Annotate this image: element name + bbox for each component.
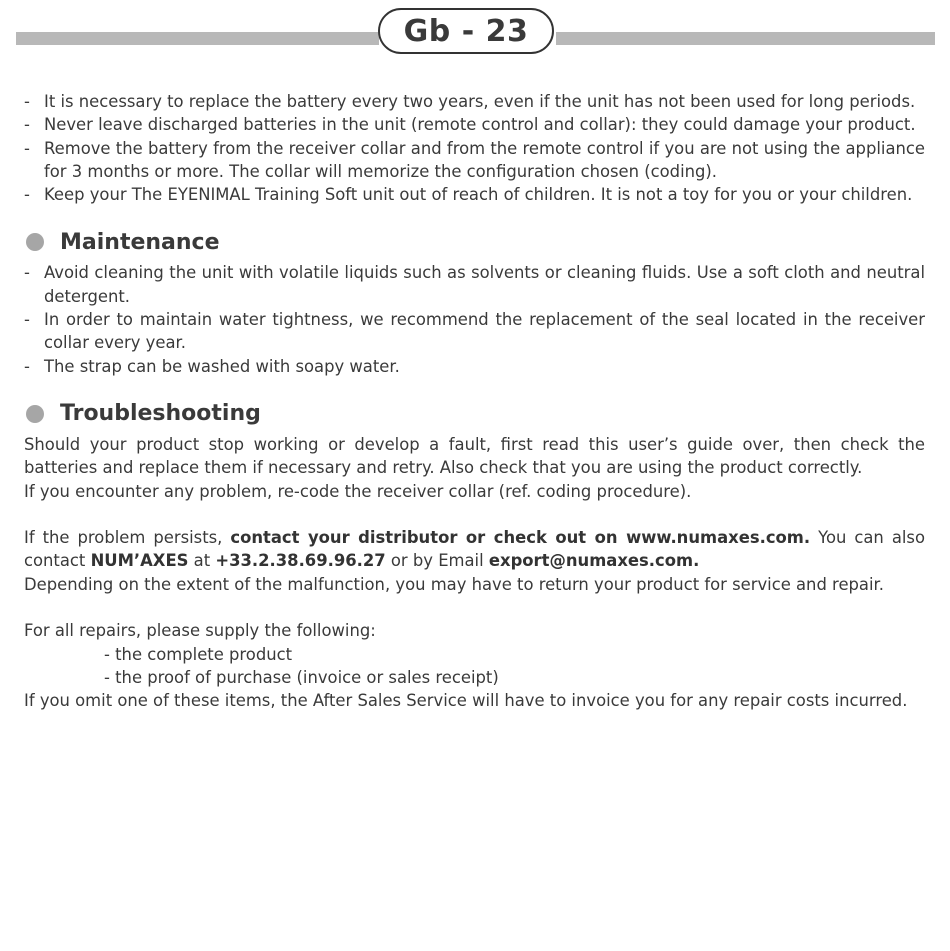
list-item-text: It is necessary to replace the battery every two years, even if the unit has not been used for long periods.	[44, 92, 916, 111]
return-paragraph: Depending on the extent of the malfunction, you may have to return your product for service and repair.	[24, 574, 884, 594]
contact-text: or by Email	[385, 551, 489, 571]
contact-text: You can also contact	[24, 528, 925, 571]
phone-number: +33.2.38.69.96.27	[215, 551, 386, 571]
maintenance-heading-text: Maintenance	[60, 229, 220, 255]
maintenance-list	[24, 261, 925, 377]
list-item: - Remove the battery from the receiver collar and from the remote control if you are not using the appliance for 3 months or more. The collar will memorize the configuration chosen (coding).	[24, 138, 925, 181]
troubleshooting-heading	[24, 399, 925, 429]
list-item-text: Remove the battery from the receiver collar and from the remote control if you are not using the appliance for 3 months or more. The collar will memorize the configuration chosen (coding).	[44, 138, 925, 181]
page-number-badge: Gb - 23	[378, 8, 554, 54]
distributor-website-link[interactable]: contact your distributor or check out on www.numaxes.com.	[230, 528, 811, 548]
recode-paragraph: If you encounter any problem, re-code the receiver collar (ref. coding procedure).	[24, 481, 692, 501]
list-item: - Keep your The EYENIMAL Training Soft unit out of reach of children. It is not a toy for you or your children.	[24, 185, 913, 205]
list-item-text: Keep your The EYENIMAL Training Soft unit out of reach of children. It is not a toy for you or your children.	[44, 185, 913, 205]
contact-text: If the problem persists,	[24, 528, 231, 548]
header-bar-left	[16, 32, 379, 45]
closing-paragraph: If you omit one of these items, the After Sales Service will have to invoice you for any repair costs incurred.	[24, 691, 908, 711]
troubleshooting-heading-text: Troubleshooting	[60, 401, 261, 427]
bullet-dot-icon	[26, 233, 44, 251]
repairs-item: - the proof of purchase (invoice or sales receipt)	[104, 667, 499, 687]
contact-paragraph	[24, 526, 925, 573]
company-name: NUM’AXES	[90, 551, 189, 571]
contact-text: at	[188, 551, 216, 571]
list-item-text: In order to maintain water tightness, we recommend the replacement of the seal located in the receiver collar every year.	[44, 310, 925, 353]
list-item-text: The strap can be washed with soapy water.	[44, 356, 400, 376]
battery-notes-list	[24, 90, 925, 206]
repairs-item: - the complete product	[104, 644, 293, 664]
list-item: - Never leave discharged batteries in the unit (remote control and collar): they could damage your product.	[24, 115, 916, 135]
list-item: - It is necessary to replace the battery every two years, even if the unit has not been used for long periods.	[24, 92, 916, 111]
list-item: - The strap can be washed with soapy water.	[24, 356, 400, 376]
list-item-text: Avoid cleaning the unit with volatile liquids such as solvents or cleaning fluids. Use a soft cloth and neutral detergent.	[44, 263, 925, 306]
list-item: - Avoid cleaning the unit with volatile liquids such as solvents or cleaning fluids. Use a soft cloth and neutral detergent.	[24, 263, 925, 306]
list-item: - In order to maintain water tightness, we recommend the replacement of the seal located in the receiver collar every year.	[24, 310, 925, 353]
page-content	[24, 90, 925, 713]
header-bar-right	[556, 32, 935, 45]
maintenance-heading	[24, 227, 925, 257]
list-item-text: Never leave discharged batteries in the unit (remote control and collar): they could damage your product.	[44, 115, 916, 135]
repairs-intro: For all repairs, please supply the following:	[24, 621, 376, 641]
troubleshooting-paragraph: Should your product stop working or develop a fault, first read this user’s guide over, then check the batteries and replace them if necessary and retry. Also check that you are using the product correctly.	[24, 434, 925, 478]
bullet-dot-icon	[26, 405, 44, 423]
email-link[interactable]: export@numaxes.com.	[488, 551, 700, 571]
